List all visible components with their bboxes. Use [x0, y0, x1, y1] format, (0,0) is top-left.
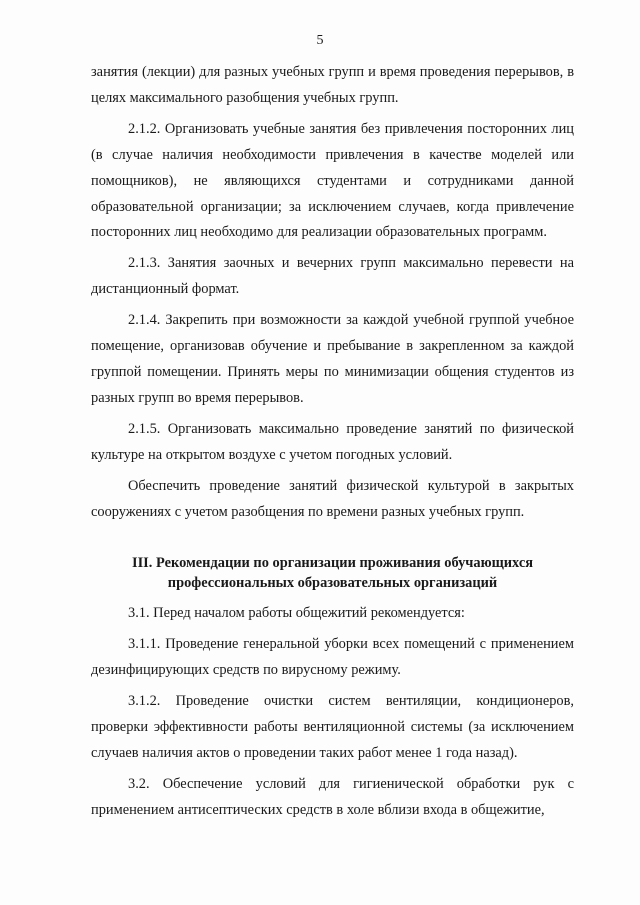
paragraph-2-1-2: 2.1.2. Организовать учебные занятия без привлечения посторонних лиц (в случае наличия необходимости привлечения в качестве моделей или помощников), не являющихся студентами и сотрудниками данной образовательной организации; за исключением случаев, когда привлечение посторонних лиц необходимо для реализации образовательных программ. — [91, 120, 574, 241]
section-heading-line-1: III. Рекомендации по организации проживания обучающихся — [131, 555, 533, 572]
page-number: 5 — [316, 33, 324, 48]
paragraph-2-1-5: 2.1.5. Организовать максимально проведение занятий по физической культуре на открытом воздухе с учетом погодных условий. — [91, 420, 574, 463]
paragraph-physical-culture: Обеспечить проведение занятий физической культурой в закрытых сооружениях с учетом разобщения по времени разных учебных групп. — [91, 477, 574, 520]
paragraph-3-1-2: 3.1.2. Проведение очистки систем вентиляции, кондиционеров, проверки эффективности работы вентиляционной системы (за исключением случаев наличия актов о проведении таких работ менее 1 года назад). — [91, 693, 574, 761]
paragraph-2-1-3: 2.1.3. Занятия заочных и вечерних групп максимально перевести на дистанционный формат. — [91, 255, 574, 298]
paragraph-continuation: занятия (лекции) для разных учебных групп и время проведения перерывов, в целях максимального разобщения учебных групп. — [91, 64, 574, 106]
document-body — [91, 60, 574, 824]
paragraph-3-1: 3.1. Перед началом работы общежитий рекомендуется: — [128, 605, 465, 622]
section-heading — [91, 553, 574, 593]
section-heading-line-2: профессиональных образовательных организаций — [167, 575, 498, 592]
paragraph-3-1-1: 3.1.1. Проведение генеральной уборки всех помещений с применением дезинфицирующих средств по вирусному режиму. — [91, 636, 574, 679]
paragraph-2-1-4: 2.1.4. Закрепить при возможности за каждой учебной группой учебное помещение, организовав обучение и пребывание в закрепленном за каждой группой помещении. Принять меры по минимизации общения студентов из разных групп во время перерывов. — [91, 312, 574, 406]
paragraph-3-2: 3.2. Обеспечение условий для гигиенической обработки рук с применением антисептических средств в холе вблизи входа в общежитие, — [91, 775, 574, 818]
